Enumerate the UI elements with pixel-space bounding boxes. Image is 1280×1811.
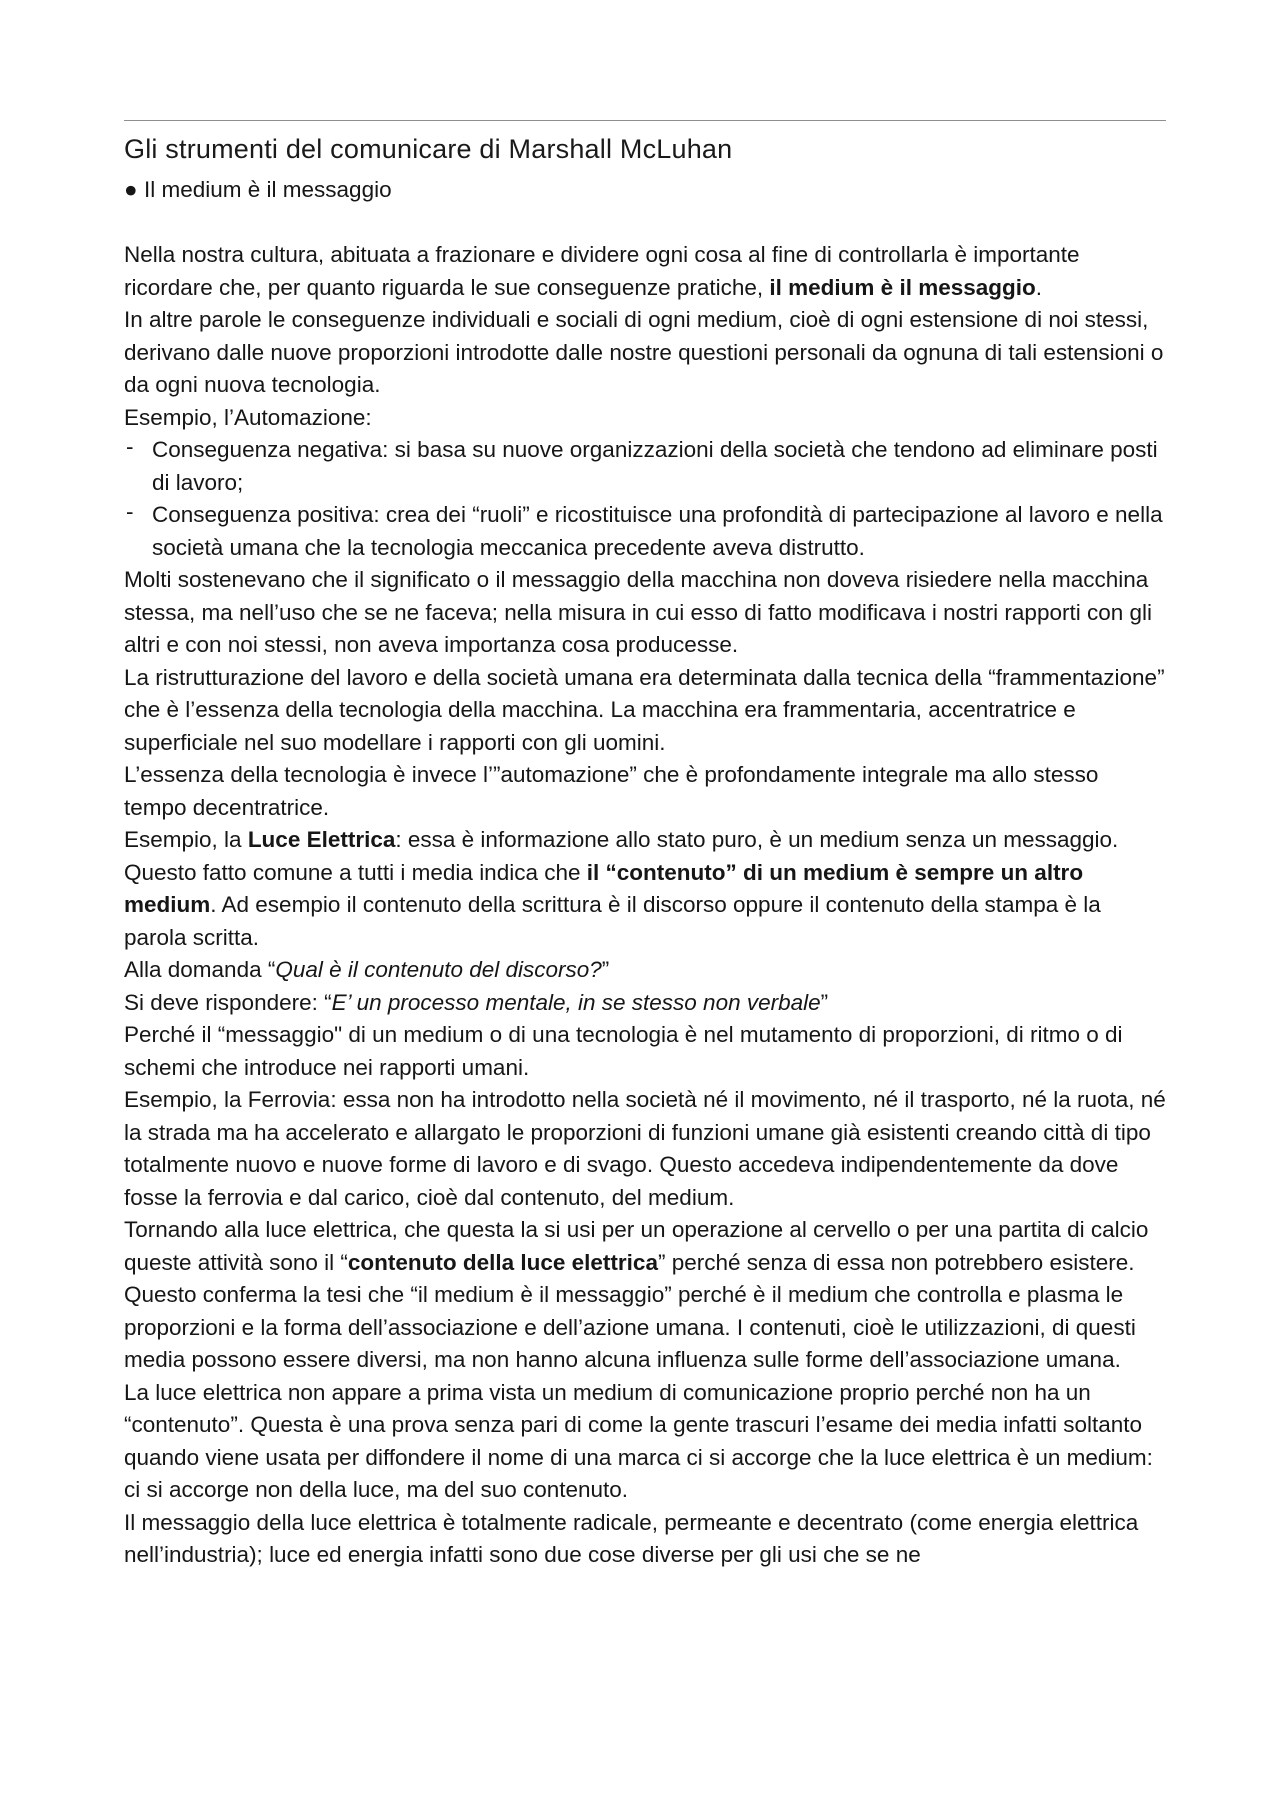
dash-list-item: - Conseguenza positiva: crea dei “ruoli” e ricostituisce una profondità di partecipazione al lavoro e nella società umana che la tecnologia meccanica precedente aveva distrutto. [124, 499, 1166, 564]
document-page [124, 120, 1166, 1572]
paragraph-6: L’essenza della tecnologia è invece l’”automazione” che è profondamente integrale ma allo stesso tempo decentratrice. [124, 762, 1099, 820]
paragraph-8-text: Alla domanda “ [124, 957, 276, 982]
paragraph-9 [124, 987, 1166, 1020]
paragraph-7-text-3: . Ad esempio il contenuto della scrittura è il discorso oppure il contenuto della stampa è la parola scritta. [124, 892, 1101, 950]
paragraph-10: Perché il “messaggio" di un medium o di una tecnologia è nel mutamento di proporzioni, di ritmo o di schemi che introduce nei rapporti umani. [124, 1022, 1123, 1080]
dash-list [124, 434, 1166, 564]
bullet-icon: ● [124, 177, 138, 202]
paragraph-7-text: Esempio, la [124, 827, 248, 852]
document-body [124, 239, 1166, 1572]
paragraph-7-bold-2: il “contenuto” di un medium è sempre un altro medium [124, 859, 1084, 917]
paragraph-7 [124, 824, 1166, 954]
bullet-text: Il medium è il messaggio [144, 177, 392, 202]
paragraph-1-text: Nella nostra cultura, abituata a frazionare e dividere ogni cosa al fine di controllarla è importante ricordare che, per quanto riguarda le sue conseguenze pratiche, [124, 242, 1080, 300]
top-divider [124, 120, 1166, 121]
paragraph-3: Esempio, l’Automazione: [124, 404, 372, 430]
paragraph-5: La ristrutturazione del lavoro e della società umana era determinata dalla tecnica della “frammentazione” che è l’essenza della tecnologia della macchina. La macchina era frammentaria, accentratrice e superficiale nel suo modellare i rapporti con gli uomini. [124, 664, 1165, 755]
paragraph-7-text-2: : essa è informazione allo stato puro, è un medium senza un messaggio. Questo fatto comune a tutti i media indica che [124, 827, 1119, 885]
paragraph-1-bold: il medium è il messaggio [769, 274, 1036, 300]
paragraph-8 [124, 954, 1166, 987]
dash-list-item: - Conseguenza negativa: si basa su nuove organizzazioni della società che tendono ad eliminare posti di lavoro; [124, 434, 1166, 499]
document-title: Gli strumenti del comunicare di Marshall McLuhan [124, 134, 733, 164]
paragraph-9-end: ” [820, 989, 829, 1015]
paragraph-1 [124, 239, 1166, 304]
paragraph-7-bold-1: Luce Elettrica [247, 827, 396, 852]
paragraph-8-end: ” [601, 957, 610, 982]
paragraph-12-text-2: ” perché senza di essa non potrebbero esistere. Questo conferma la tesi che “il medium è il messaggio” perché è il medium che controlla e plasma le proporzioni e la forma dell’associazione e dell’azione umana. I contenuti, cioè le utilizzazioni, di questi media possono essere diversi, ma non hanno alcuna influenza sulle forme dell’associazione umana. [124, 1249, 1136, 1372]
paragraph-9-italic: E’ un processo mentale, in se stesso non verbale [331, 989, 821, 1015]
paragraph-14: Il messaggio della luce elettrica è totalmente radicale, permeante e decentrato (come energia elettrica nell’industria); luce ed energia infatti sono due cose diverse per gli usi che se ne [124, 1509, 1139, 1567]
paragraph-8-italic: Qual è il contenuto del discorso? [275, 957, 602, 982]
paragraph-1-end: . [1035, 274, 1043, 300]
paragraph-13: La luce elettrica non appare a prima vista un medium di comunicazione proprio perché non ha un “contenuto”. Questa è una prova senza pari di come la gente trascuri l’esame dei media infatti soltanto quando viene usata per diffondere il nome di una marca ci si accorge che la luce elettrica è un medium: ci si accorge non della luce, ma del suo contenuto. [124, 1379, 1153, 1502]
paragraph-12 [124, 1214, 1166, 1377]
paragraph-4: Molti sostenevano che il significato o il messaggio della macchina non doveva risiedere nella macchina stessa, ma nell’uso che se ne faceva; nella misura in cui esso di fatto modificava i nostri rapporti con gli altri e con noi stessi, non aveva importanza cosa producesse. [124, 567, 1153, 657]
paragraph-12-bold: contenuto della luce elettrica [347, 1249, 658, 1275]
paragraph-11: Esempio, la Ferrovia: essa non ha introdotto nella società né il movimento, né il trasporto, né la ruota, né la strada ma ha accelerato e allargato le proporzioni di funzioni umane già esistenti creando città di tipo totalmente nuovo e nuove forme di lavoro e di svago. Questo accedeva indipendentemente da dove fosse la ferrovia e dal carico, cioè dal contenuto, del medium. [124, 1087, 1166, 1210]
paragraph-12-text: Tornando alla luce elettrica, che questa la si usi per un operazione al cervello o per una partita di calcio queste attività sono il “ [124, 1217, 1149, 1275]
paragraph-9-text: Si deve rispondere: “ [124, 989, 332, 1015]
paragraph-2: In altre parole le conseguenze individuali e sociali di ogni medium, cioè di ogni estensione di noi stessi, derivano dalle nuove proporzioni introdotte dalle nostre questioni personali da ognuna di tali estensioni o da ogni nuova tecnologia. [124, 307, 1164, 397]
bullet-item [124, 173, 1166, 206]
